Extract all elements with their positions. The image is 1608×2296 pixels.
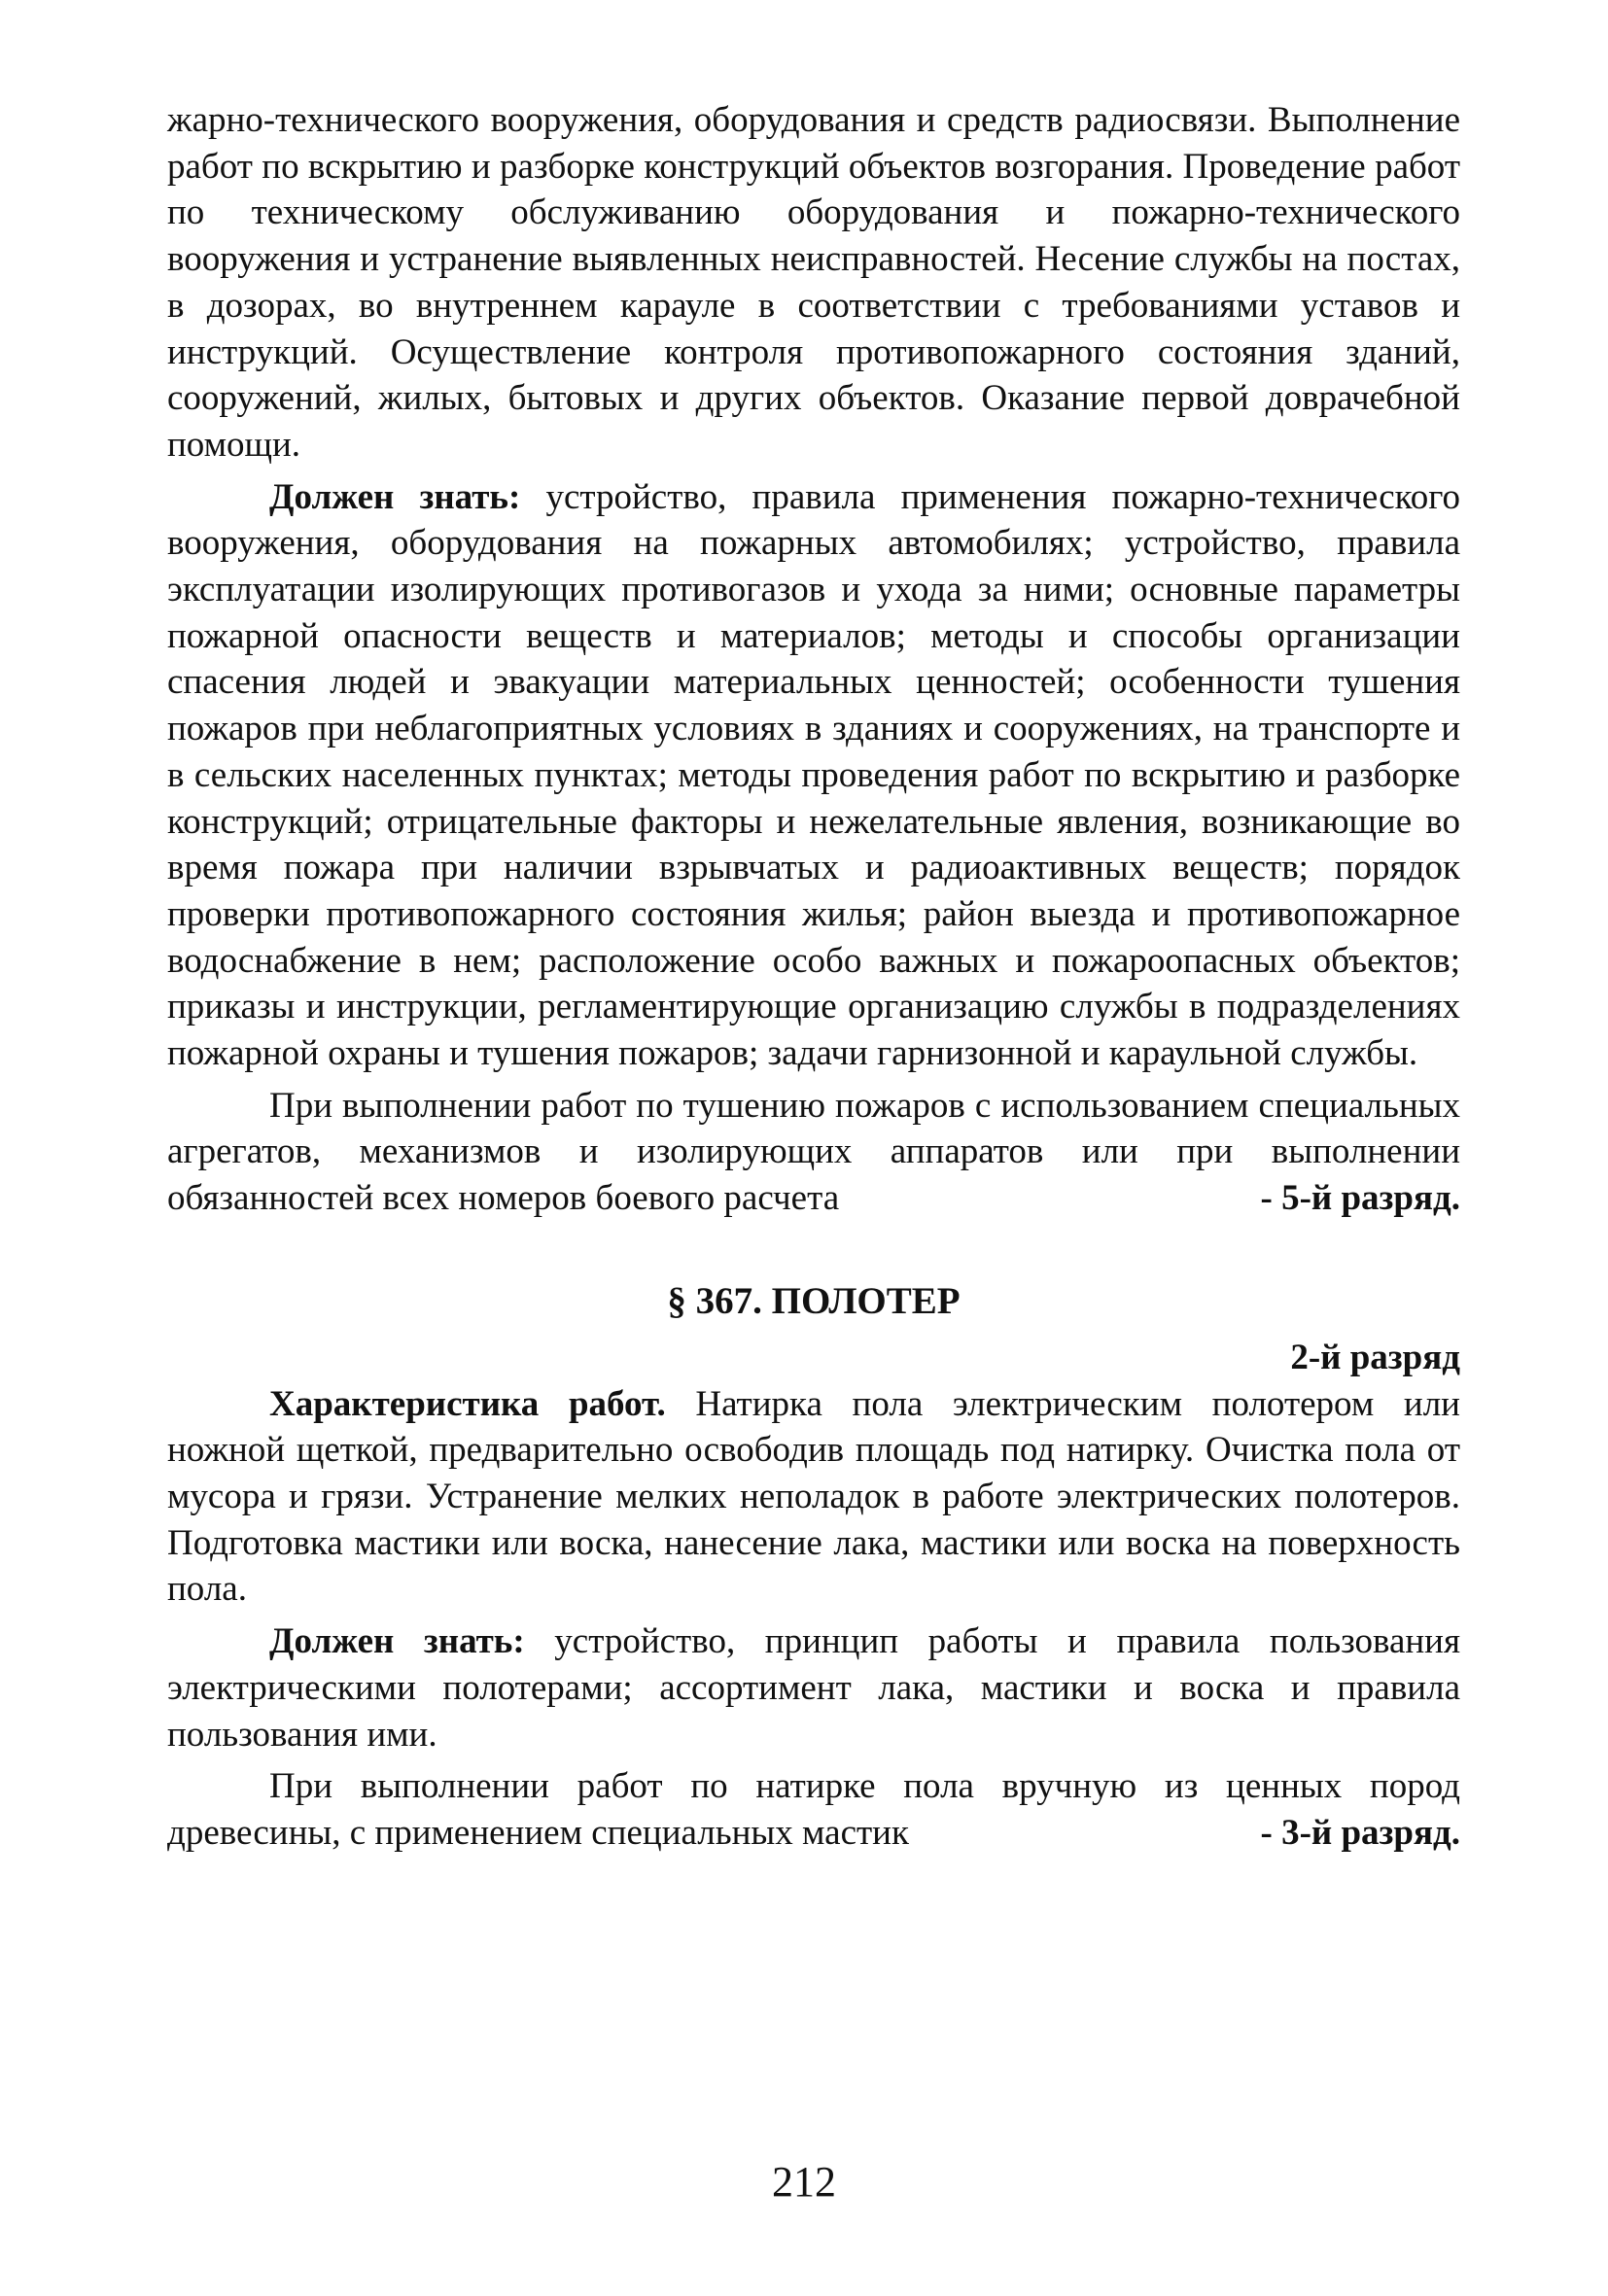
section-title: § 367. ПОЛОТЕР [667, 1279, 961, 1322]
must-know-lead: Должен знать: [269, 476, 521, 517]
page-body [167, 97, 1460, 1857]
page-number: 212 [772, 2158, 836, 2206]
section-grade: 2-й разряд [1290, 1337, 1460, 1377]
must-know-paragraph-2 [167, 1618, 1460, 1757]
must-know-text: устройство, правила применения пожарно-технического вооружения, оборудования на пожарных автомобилях; устройство, правила эксплуатации изолирующих противогазов и ухода за ними; основные параметры пожарной опасности веществ и материалов; методы и способы организации спасения людей и эвакуации материальных ценностей; особенности тушения пожаров при неблагоприятных условиях в зданиях и сооружениях, на транспорте и в сельских населенных пунктах; методы проведения работ по вскрытию и разборке конструкций; отрицательные факторы и нежелательные явления, возникающие во время пожара при наличии взрывчатых и радиоактивных веществ; порядок проверки противопожарного состояния жилья; район выезда и противопожарное водоснабжение в нем; расположение особо важных и пожароопасных объектов; приказы и инструкции, регламентирующие организацию службы в подразделениях пожарной охраны и тушения пожаров; задачи гарнизонной и караульной службы. [167, 476, 1460, 1074]
grade-note-paragraph [167, 1083, 1460, 1222]
characteristics-text: Натирка пола электрическим полотером или ножной щеткой, предварительно освободив площадь под натирку. Очистка пола от мусора и грязи. Устранение мелких неполадок в работе электрических полотеров. Подготовка мастики или воска, нанесение лака, мастики или воска на поверхность пола. [167, 1383, 1460, 1610]
characteristics-paragraph [167, 1381, 1460, 1614]
grade-note-text: При выполнении работ по тушению пожаров с использованием специальных агрегатов, механизмов и изолирующих аппаратов или при выполнении обязанностей всех номеров боевого расчета [167, 1085, 1460, 1219]
grade-note-paragraph-2 [167, 1763, 1460, 1856]
grade-note-grade-2: - 3-й разряд. [1260, 1812, 1460, 1853]
characteristics-lead: Характеристика работ. [269, 1383, 666, 1424]
grade-note-text-2: При выполнении работ по натирке пола вручную из ценных пород древесины, с применением специальных мастик [167, 1766, 1460, 1853]
must-know-paragraph [167, 474, 1460, 1077]
continued-paragraph [167, 97, 1460, 469]
must-know-text-2: устройство, принцип работы и правила пользования электрическими полотерами; ассортимент лака, мастики и воска и правила пользования ими. [167, 1621, 1460, 1755]
grade-note-grade: - 5-й разряд. [1260, 1178, 1460, 1219]
must-know-lead-2: Должен знать: [269, 1621, 525, 1662]
continued-text: жарно-технического вооружения, оборудования и средств радиосвязи. Выполнение работ по вскрытию и разборке конструкций объектов возгорания. Проведение работ по техническому обслуживанию оборудования и пожарно-технического вооружения и устранение выявленных неисправностей. Несение службы на постах, в дозорах, во внутреннем карауле в соответствии с требованиями уставов и инструкций. Осуществление контроля противопожарного состояния зданий, сооружений, жилых, бытовых и других объектов. Оказание первой доврачебной помощи. [167, 100, 1460, 465]
